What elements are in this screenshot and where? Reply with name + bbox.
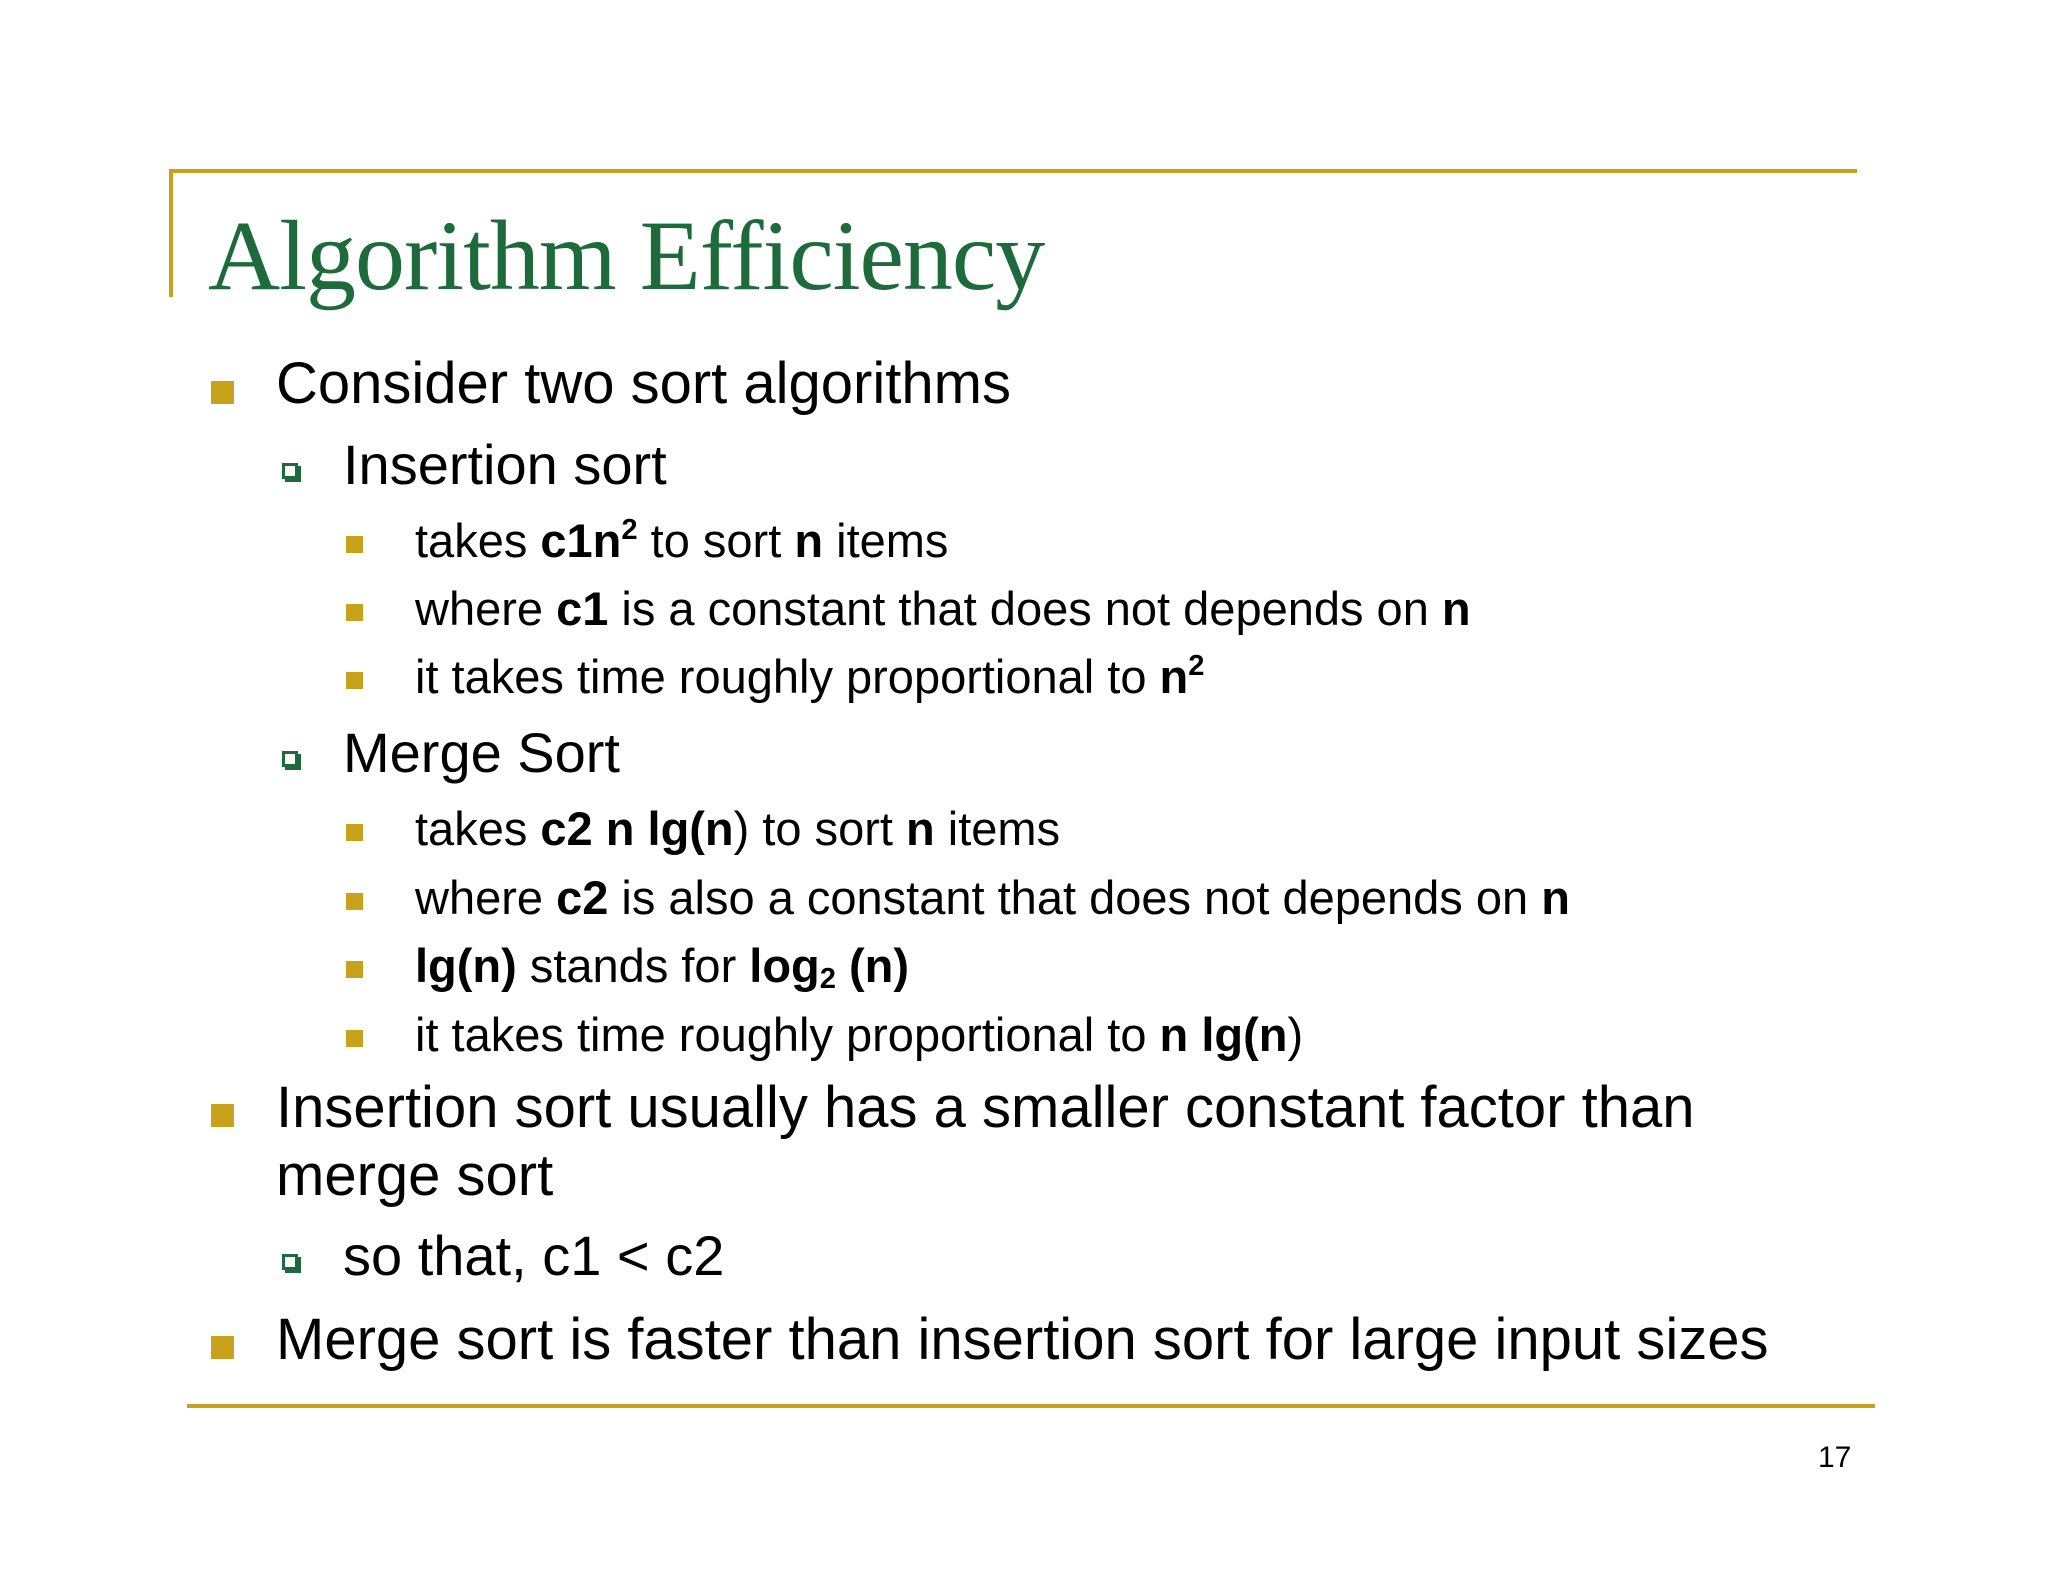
sub-sub-bullet-text: where c2 is also a constant that does not depends on n <box>415 871 1570 924</box>
sub-bullet-text: Insertion sort <box>343 433 667 496</box>
bullet-text: Merge sort is faster than insertion sort for large input sizes <box>276 1307 1769 1372</box>
sub-sub-bullet-text: takes c2 n lg(n) to sort n items <box>415 802 1061 855</box>
square-bullet-icon <box>346 604 363 621</box>
bullet-text: Consider two sort algorithms <box>276 351 1011 416</box>
bullet-text: Insertion sort usually has a smaller constant factor than <box>276 1075 1695 1140</box>
square-bullet-icon <box>346 1030 363 1047</box>
square-bullet-icon <box>211 1104 234 1127</box>
page-number: 17 <box>1818 1441 1852 1474</box>
bullet-text-continuation: merge sort <box>276 1143 554 1208</box>
sub-sub-bullet-text: lg(n) stands for $\log_2 (n)$ <box>415 939 910 995</box>
sub-sub-bullet-text: it takes time roughly proportional to $n^2$ <box>415 649 1205 703</box>
square-bullet-icon <box>346 824 363 841</box>
sub-sub-bullet-text: it takes time roughly proportional to n lg(n) <box>415 1008 1304 1061</box>
sub-bullet-text: so that, c1 < c2 <box>343 1224 725 1287</box>
hollow-box-bullet-icon <box>282 463 298 479</box>
slide-title: Algorithm Efficiency <box>208 200 1045 311</box>
sub-bullet-text: Merge Sort <box>343 721 620 784</box>
square-bullet-icon <box>346 961 363 978</box>
square-bullet-icon <box>346 893 363 910</box>
square-bullet-icon <box>211 381 234 404</box>
hollow-box-bullet-icon <box>282 1254 298 1270</box>
hollow-box-bullet-icon <box>282 751 298 767</box>
sub-sub-bullet-text: takes $c1n^2$ to sort n items <box>415 513 949 567</box>
sub-sub-bullet-text: where c1 is a constant that does not depends on n <box>415 582 1471 635</box>
square-bullet-icon <box>346 536 363 553</box>
square-bullet-icon <box>346 672 363 689</box>
square-bullet-icon <box>211 1336 234 1359</box>
